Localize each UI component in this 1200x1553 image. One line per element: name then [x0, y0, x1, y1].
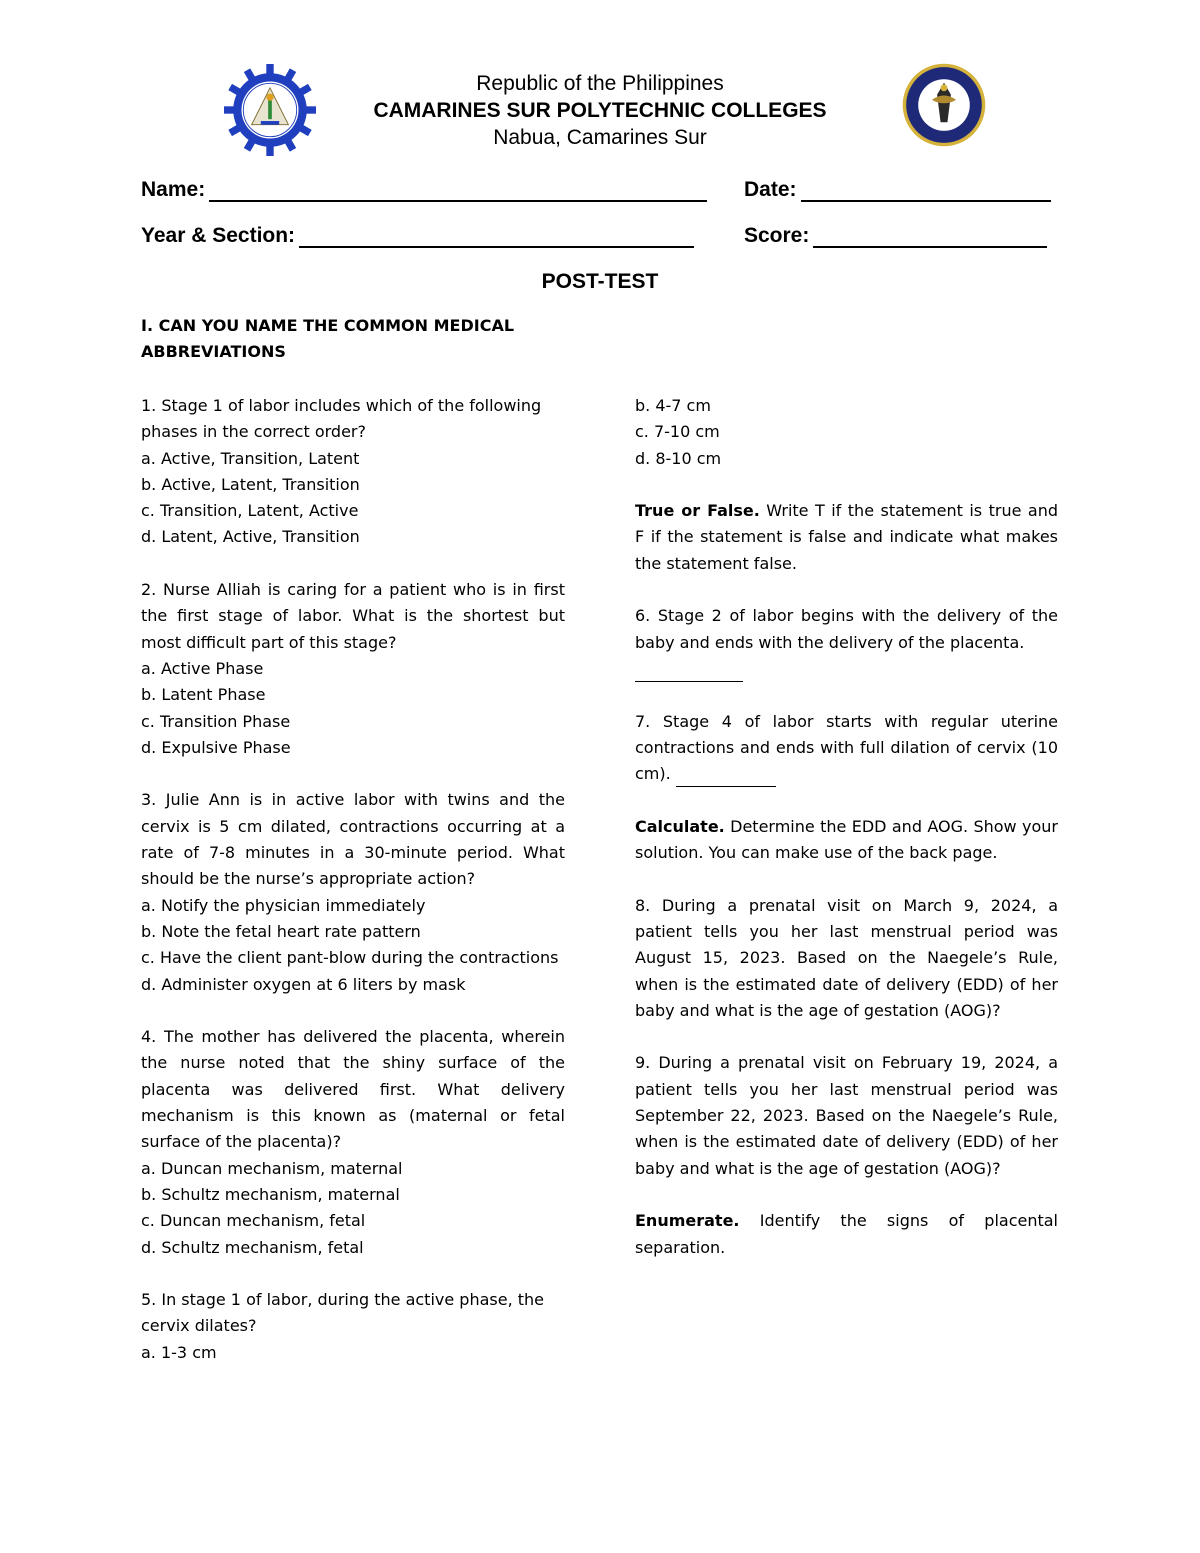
- year-section-label: Year & Section:: [141, 224, 296, 247]
- date-line[interactable]: [801, 180, 1051, 202]
- option: a. Duncan mechanism, maternal: [141, 1158, 403, 1178]
- question-stem: 2. Nurse Alliah is caring for a patient who is in first the first stage of labor. What is the shortest but most difficult part of this stage?: [141, 580, 565, 652]
- question-stem: 6. Stage 2 of labor begins with the delivery of the baby and ends with the delivery of the placenta.: [635, 606, 1058, 652]
- question-5: [141, 1287, 565, 1366]
- date-field[interactable]: [744, 178, 1051, 202]
- name-field[interactable]: [141, 178, 707, 202]
- question-7: [635, 709, 1058, 788]
- nursing-seal-icon: [900, 62, 988, 148]
- option: b. Latent Phase: [141, 685, 266, 705]
- option: a. Notify the physician immediately: [141, 895, 426, 915]
- question-stem: 7. Stage 4 of labor starts with regular uterine contractions and ends with full dilation of cervix (10 cm).: [635, 711, 1058, 784]
- question-6: [635, 603, 1058, 682]
- enumerate-instructions: [635, 1208, 1058, 1261]
- enumerate-text: Identify the signs of placental separation.: [635, 1211, 1058, 1257]
- document-header: [300, 70, 900, 151]
- header-institution: CAMARINES SUR POLYTECHNIC COLLEGES: [373, 99, 827, 122]
- name-line[interactable]: [209, 180, 707, 202]
- right-column: [635, 393, 1058, 1287]
- question-2: [141, 577, 565, 761]
- answer-blank[interactable]: [635, 663, 743, 682]
- option: d. Administer oxygen at 6 liters by mask: [141, 974, 466, 994]
- option: c. Have the client pant-blow during the contractions: [141, 948, 559, 968]
- option: c. Duncan mechanism, fetal: [141, 1211, 366, 1231]
- question-stem: 1. Stage 1 of labor includes which of the following phases in the correct order?: [141, 396, 542, 442]
- header-country: Republic of the Philippines: [476, 72, 724, 95]
- question-1: [141, 393, 565, 551]
- question-5-continued: [635, 393, 1058, 472]
- option: c. Transition Phase: [141, 711, 291, 731]
- option: b. Active, Latent, Transition: [141, 474, 360, 494]
- left-column: [141, 393, 565, 1392]
- option: d. Latent, Active, Transition: [141, 527, 360, 547]
- question-3: [141, 787, 565, 997]
- question-9: [635, 1050, 1058, 1181]
- test-title: POST-TEST: [541, 270, 659, 293]
- year-section-field[interactable]: [141, 224, 694, 248]
- calculate-label: Calculate.: [635, 816, 725, 836]
- question-stem: 5. In stage 1 of labor, during the active phase, the cervix dilates?: [141, 1290, 544, 1336]
- question-8: [635, 893, 1058, 1024]
- question-stem: 3. Julie Ann is in active labor with twins and the cervix is 5 cm dilated, contractions occurring at a rate of 7-8 minutes in a 30-minute period. What should be the nurse’s appropriate action?: [141, 790, 565, 889]
- option: d. Expulsive Phase: [141, 737, 291, 757]
- question-stem: 9. During a prenatal visit on February 19, 2024, a patient tells you her last menstrual period was September 22, 2023. Based on the Naegele’s Rule, when is the estimated date of delivery (EDD) of her baby and what is the age of gestation (AOG)?: [635, 1053, 1058, 1178]
- option: c. 7-10 cm: [635, 422, 720, 442]
- question-stem: 8. During a prenatal visit on March 9, 2024, a patient tells you her last menstrual period was August 15, 2023. Based on the Naegele’s Rule, when is the estimated date of delivery (EDD) of her baby and what is the age of gestation (AOG)?: [635, 895, 1058, 1020]
- score-line[interactable]: [813, 226, 1047, 248]
- year-section-line[interactable]: [299, 226, 694, 248]
- option: a. 1-3 cm: [141, 1342, 217, 1362]
- true-false-text: Write T if the statement is true and F if the statement is false and indicate what makes the statement false.: [635, 501, 1058, 573]
- header-location: Nabua, Camarines Sur: [493, 126, 707, 149]
- option: d. Schultz mechanism, fetal: [141, 1237, 364, 1257]
- calculate-text: Determine the EDD and AOG. Show your solution. You can make use of the back page.: [635, 816, 1058, 863]
- answer-blank[interactable]: [676, 768, 776, 787]
- date-label: Date:: [744, 178, 797, 201]
- enumerate-label: Enumerate.: [635, 1211, 740, 1231]
- option: d. 8-10 cm: [635, 448, 722, 468]
- option: a. Active, Transition, Latent: [141, 448, 360, 468]
- option: c. Transition, Latent, Active: [141, 501, 359, 521]
- score-field[interactable]: [744, 224, 1047, 248]
- question-stem: 4. The mother has delivered the placenta, wherein the nurse noted that the shiny surface of the placenta was delivered first. What delivery mechanism is this known as (maternal or fetal surface of the placenta)?: [141, 1027, 565, 1152]
- option: a. Active Phase: [141, 658, 264, 678]
- section-title: I. CAN YOU NAME THE COMMON MEDICAL ABBREVIATIONS: [141, 316, 515, 361]
- name-label: Name:: [141, 178, 206, 201]
- option: b. Note the fetal heart rate pattern: [141, 921, 421, 941]
- question-4: [141, 1024, 565, 1261]
- option: b. 4-7 cm: [635, 396, 711, 415]
- true-false-label: True or False.: [635, 501, 760, 521]
- score-label: Score:: [744, 224, 810, 247]
- true-false-instructions: [635, 498, 1058, 577]
- option: b. Schultz mechanism, maternal: [141, 1184, 400, 1204]
- calculate-instructions: [635, 814, 1058, 867]
